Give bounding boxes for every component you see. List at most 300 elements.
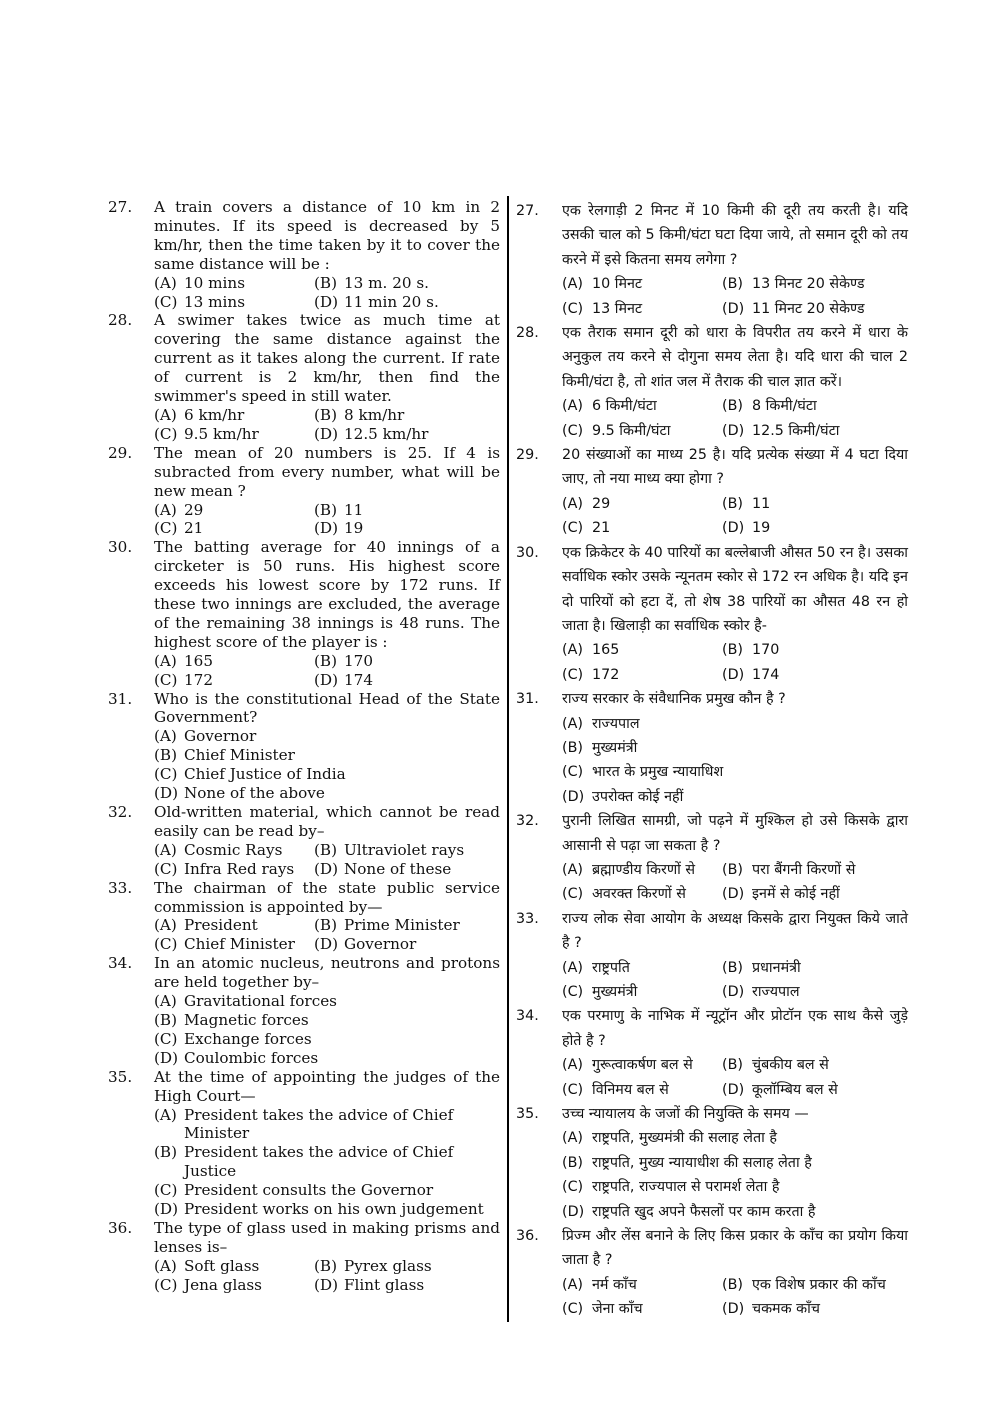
options-list [562, 1273, 908, 1322]
question-number: 29. [108, 443, 133, 462]
options-list [562, 712, 908, 810]
option-letter: (D) [722, 886, 745, 903]
question-text: प्रिज्म और लेंस बनाने के लिए किस प्रकार के काँच का प्रयोग किया जाता है ? [562, 1228, 908, 1269]
option-text: चुंबकीय बल से [752, 1057, 829, 1074]
option [314, 519, 500, 538]
question-30 [516, 541, 908, 687]
english-column [108, 198, 500, 1295]
options-list [562, 272, 908, 321]
options-list [154, 992, 500, 1068]
option-text: Gravitational forces [184, 992, 337, 1011]
option-text: Prime Minister [344, 916, 460, 935]
option [154, 784, 500, 803]
option [722, 663, 908, 687]
option [722, 272, 908, 296]
option-letter: (B) [722, 642, 743, 659]
option [314, 652, 500, 671]
option-text: अवरक्त किरणों से [592, 886, 686, 903]
question-text: 20 संख्याओं का माध्य 25 है। यदि प्रत्येक संख्या में 4 घटा दिया जाए, तो नया माध्य क्या होगा ? [562, 447, 908, 488]
option [722, 516, 908, 540]
option-letter: (C) [154, 935, 178, 954]
options-list [154, 1106, 500, 1219]
question-30 [108, 538, 500, 689]
option [562, 516, 722, 540]
question-number: 27. [516, 203, 539, 219]
question-36 [516, 1224, 908, 1322]
question-number: 27. [108, 198, 133, 216]
option-text: गुरूत्वाकर्षण बल से [592, 1057, 693, 1074]
option-text: 13 मिनट [592, 300, 643, 317]
question-number: 34. [516, 1008, 539, 1025]
option-letter: (A) [154, 727, 177, 746]
question-number: 28. [108, 311, 133, 330]
option [562, 1078, 722, 1102]
question-number: 32. [516, 813, 539, 830]
option-text: 6 km/hr [184, 405, 245, 424]
question-text: Old-written material, which cannot be read easily can be read by– [154, 803, 500, 840]
option-letter: (D) [314, 935, 339, 954]
question-28 [108, 311, 500, 443]
option-text: मुख्यमंत्री [592, 984, 638, 1000]
question-34 [516, 1004, 908, 1102]
option-letter: (B) [722, 276, 743, 293]
question-text: A swimer takes twice as much time at covering the same distance against the current as it takes along the current. If rate of current is 2 km/hr, then find the swimmer's speed in still water. [154, 311, 500, 406]
option [154, 1143, 500, 1181]
option-letter: (A) [154, 916, 177, 935]
question-number: 32. [108, 803, 133, 821]
option-text: 174 [752, 666, 780, 683]
option-letter: (D) [722, 1081, 745, 1098]
option [154, 765, 500, 784]
option-text: राष्ट्रपति, मुख्यमंत्री की सलाह लेता है [592, 1130, 777, 1147]
question-text: एक परमाणु के नाभिक में न्यूट्रॉन और प्रोटॉन एक साथ कैसे जुड़े होते है ? [562, 1008, 908, 1049]
option [154, 1276, 314, 1295]
option [314, 671, 500, 690]
option-text: 170 [344, 651, 373, 670]
options-list [154, 406, 500, 444]
option [562, 1297, 722, 1321]
option [562, 297, 722, 321]
option-text: Governor [344, 935, 417, 954]
option-letter: (D) [314, 292, 339, 311]
option-letter: (D) [314, 670, 339, 689]
option [562, 858, 722, 882]
option-letter: (B) [314, 405, 338, 424]
option [154, 501, 314, 520]
option [562, 980, 722, 1004]
option [154, 425, 314, 444]
option [154, 1181, 500, 1200]
option [722, 1078, 908, 1102]
question-text: The batting average for 40 innings of a circketer is 50 runs. His highest score exceeds his lowest score by 172 runs. If these two innings are excluded, the average of the remaining 38 innings is 48 runs. The highest score of the player is : [154, 538, 500, 651]
option [722, 419, 908, 443]
option-text: 10 mins [184, 273, 245, 292]
option-text: President takes the advice of Chief Justice [184, 1143, 454, 1181]
option-text: President [184, 916, 258, 935]
option-text: 11 [752, 495, 771, 512]
option [154, 746, 500, 765]
option-text: राज्यपाल [592, 715, 640, 732]
option-text: 21 [184, 519, 204, 538]
option-letter: (D) [314, 519, 339, 538]
question-28 [516, 321, 908, 443]
option [154, 519, 314, 538]
option [562, 1053, 722, 1077]
option [154, 860, 314, 879]
question-33 [108, 879, 500, 955]
question-text: एक रेलगाड़ी 2 मिनट में 10 किमी की दूरी तय करती है। यदि उसकी चाल को 5 किमी/घंटा घटा दिया जाये, तो समान दूरी को तय करने में इसे कितना समय लगेगा ? [562, 203, 908, 268]
option [154, 1049, 500, 1068]
option-text: कूलॉम्बिय बल से [752, 1081, 838, 1098]
question-31 [108, 690, 500, 803]
question-text: The chairman of the state public service commission is appointed by— [154, 878, 500, 916]
option [314, 860, 500, 879]
option [314, 425, 500, 444]
question-29 [108, 444, 500, 539]
option-text: Flint glass [344, 1275, 425, 1294]
option [154, 406, 314, 425]
question-text: राज्य लोक सेवा आयोग के अध्यक्ष किसके द्वारा नियुक्त किये जाते है ? [562, 910, 908, 952]
options-list [562, 956, 908, 1005]
option [562, 663, 722, 687]
option [154, 727, 500, 746]
option-letter: (A) [562, 1130, 583, 1147]
option-text: परा बैंगनी किरणों से [752, 861, 856, 878]
option-text: President consults the Governor [184, 1181, 434, 1200]
option-letter: (A) [562, 1276, 583, 1293]
option-letter: (B) [722, 1057, 743, 1074]
option [314, 274, 500, 293]
option [562, 394, 722, 418]
option [722, 1297, 908, 1321]
option-text: Pyrex glass [344, 1256, 432, 1275]
option-letter: (C) [562, 520, 584, 537]
option-letter: (D) [722, 300, 745, 317]
option-text: चकमक काँच [752, 1301, 820, 1318]
option-letter: (B) [154, 1010, 178, 1029]
option-text: भारत के प्रमुख न्यायाधिश [592, 764, 724, 781]
option-letter: (B) [722, 495, 743, 512]
option-letter: (B) [314, 840, 338, 859]
option-text: जेना काँच [592, 1301, 643, 1318]
option-text: Coulombic forces [184, 1048, 319, 1067]
option-text: इनमें से कोई नहीं [752, 886, 840, 903]
option-text: 29 [592, 495, 611, 512]
option-letter: (D) [562, 788, 585, 805]
option-text: Exchange forces [184, 1029, 312, 1048]
option-letter: (C) [562, 1179, 584, 1196]
option-letter: (A) [562, 398, 583, 415]
options-list [154, 727, 500, 803]
option-text: प्रधानमंत्री [752, 959, 801, 976]
option-letter: (B) [314, 651, 338, 670]
option [154, 1030, 500, 1049]
option-letter: (C) [562, 300, 584, 317]
options-list [562, 394, 908, 443]
option-letter: (C) [562, 422, 584, 439]
option [562, 736, 908, 760]
option [314, 501, 500, 520]
option-text: President takes the advice of Chief Minister [184, 1105, 454, 1143]
options-list [154, 916, 500, 954]
option-text: 13 m. 20 s. [344, 273, 429, 292]
option-text: President works on his own judgement [184, 1200, 484, 1219]
option-text: 10 मिनट [592, 276, 643, 293]
option [722, 297, 908, 321]
option-letter: (D) [314, 424, 339, 443]
option-letter: (D) [154, 784, 179, 803]
option-letter: (B) [314, 916, 338, 935]
option [722, 980, 908, 1004]
question-31 [516, 687, 908, 809]
option-text: ब्रह्माण्डीय किरणों से [592, 861, 696, 878]
option-text: 11 [344, 500, 364, 519]
option [154, 935, 314, 954]
option [562, 638, 722, 662]
option-letter: (A) [562, 861, 583, 878]
option-letter: (A) [154, 992, 177, 1011]
option-letter: (C) [562, 886, 584, 903]
option-letter: (D) [314, 1275, 339, 1294]
option [722, 492, 908, 516]
option-letter: (C) [154, 765, 178, 784]
option-letter: (D) [722, 666, 745, 683]
option-text: 19 [752, 520, 771, 537]
option-letter: (C) [154, 670, 178, 689]
question-36 [108, 1219, 500, 1295]
option [562, 712, 908, 736]
option-letter: (C) [562, 1301, 584, 1318]
option-text: 174 [344, 670, 373, 689]
option [154, 274, 314, 293]
option-letter: (A) [154, 651, 177, 670]
option-letter: (C) [154, 1275, 178, 1294]
option [722, 1053, 908, 1077]
option [562, 492, 722, 516]
option [154, 1257, 314, 1276]
option [722, 956, 908, 980]
question-text: एक तैराक समान दूरी को धारा के विपरीत तय करने में धारा के अनुकुल तय करने से दोगुना समय लेता है। यदि धारा की चाल 2 किमी/घंटा है, तो शांत जल में तैराक की चाल ज्ञात करें। [562, 325, 908, 390]
question-number: 34. [108, 954, 133, 973]
option [154, 671, 314, 690]
option-letter: (C) [154, 1181, 178, 1200]
option-letter: (B) [314, 500, 338, 519]
option-text: 8 km/hr [344, 405, 405, 424]
option-text: Chief Minister [184, 746, 295, 765]
option-text: 13 मिनट 20 सेकेण्ड [752, 276, 865, 293]
option-text: एक विशेष प्रकार की काँच [752, 1276, 886, 1293]
option [562, 956, 722, 980]
option-text: राज्यपाल [752, 984, 800, 1000]
option-text: Ultraviolet rays [344, 840, 465, 859]
option-text: 170 [752, 642, 780, 659]
option-letter: (A) [562, 715, 583, 732]
option-text: Governor [184, 727, 257, 746]
option-text: Magnetic forces [184, 1010, 309, 1029]
question-number: 36. [516, 1228, 539, 1245]
option-letter: (A) [154, 500, 177, 519]
option-letter: (C) [154, 519, 178, 538]
option [154, 916, 314, 935]
option [154, 841, 314, 860]
option [562, 272, 722, 296]
option-text: 11 min 20 s. [344, 292, 439, 311]
option [154, 1011, 500, 1030]
option [722, 1273, 908, 1297]
question-number: 28. [516, 325, 539, 342]
option-letter: (D) [154, 1048, 179, 1067]
option-text: Jena glass [184, 1275, 262, 1294]
option-letter: (B) [722, 398, 743, 415]
option [562, 419, 722, 443]
question-text: A train covers a distance of 10 km in 2 minutes. If its speed is decreased by 5 km/hr, then the time taken by it to cover the same distance will be : [154, 198, 500, 273]
options-list [154, 1257, 500, 1295]
option [314, 1276, 500, 1295]
option-letter: (B) [562, 1154, 583, 1171]
option-text: 21 [592, 520, 611, 537]
option-letter: (C) [562, 1081, 584, 1098]
option-letter: (B) [314, 1256, 338, 1275]
option-letter: (B) [154, 1143, 178, 1162]
option [562, 1273, 722, 1297]
option [314, 841, 500, 860]
option [314, 293, 500, 312]
option-letter: (B) [722, 861, 743, 878]
question-number: 35. [108, 1067, 133, 1086]
option-text: 12.5 km/hr [344, 424, 429, 443]
option-text: राष्ट्रपति, राज्यपाल से परामर्श लेता है [592, 1179, 780, 1196]
option [562, 1126, 908, 1150]
options-list [154, 652, 500, 690]
option [722, 882, 908, 906]
option-text: 9.5 km/hr [184, 424, 259, 443]
question-text: At the time of appointing the judges of the High Court— [154, 1067, 500, 1105]
option-text: विनिमय बल से [592, 1081, 669, 1098]
question-number: 35. [516, 1106, 539, 1123]
option-letter: (D) [562, 1203, 585, 1220]
option-text: 8 किमी/घंटा [752, 398, 817, 415]
option-letter: (A) [154, 840, 177, 859]
option-letter: (C) [154, 424, 178, 443]
question-number: 29. [516, 447, 539, 464]
question-29 [516, 443, 908, 541]
option [154, 1106, 500, 1144]
option-letter: (A) [154, 405, 177, 424]
option-letter: (C) [154, 1029, 178, 1048]
option-text: 165 [184, 651, 213, 670]
option [562, 760, 908, 784]
option [314, 406, 500, 425]
option-text: 12.5 किमी/घंटा [752, 422, 840, 439]
question-text: The mean of 20 numbers is 25. If 4 is subracted from every number, what will be new mean ? [154, 443, 500, 500]
option-text: नर्म काँच [592, 1276, 637, 1293]
option-text: None of these [344, 859, 452, 878]
question-number: 30. [516, 544, 539, 561]
option-letter: (A) [562, 642, 583, 659]
option-letter: (A) [562, 1057, 583, 1074]
question-text: In an atomic nucleus, neutrons and protons are held together by– [154, 954, 500, 992]
option [154, 293, 314, 312]
question-text: The type of glass used in making prisms and lenses is– [154, 1218, 500, 1256]
question-text: Who is the constitutional Head of the State Government? [154, 689, 500, 727]
option-text: राष्ट्रपति, मुख्य न्यायाधीश की सलाह लेता है [592, 1154, 812, 1171]
option [562, 785, 908, 809]
question-text: उच्च न्यायालय के जजों की नियुक्ति के समय — [562, 1106, 809, 1123]
column-divider [507, 196, 509, 1322]
option [722, 638, 908, 662]
option-letter: (D) [722, 984, 745, 1000]
option-letter: (A) [562, 276, 583, 293]
option-letter: (A) [154, 1105, 177, 1124]
option-letter: (D) [154, 1200, 179, 1219]
option-text: 172 [184, 670, 213, 689]
option [314, 1257, 500, 1276]
option-text: None of the above [184, 784, 325, 803]
option [562, 1151, 908, 1175]
option-letter: (A) [562, 495, 583, 512]
option-letter: (B) [154, 746, 178, 765]
hindi-column [516, 199, 908, 1322]
option-text: राष्ट्रपति खुद अपने फैसलों पर काम करता है [592, 1203, 816, 1220]
option-text: 13 mins [184, 292, 245, 311]
option-text: 165 [592, 642, 620, 659]
option-letter: (C) [562, 764, 584, 781]
options-list [154, 274, 500, 312]
question-number: 36. [108, 1218, 133, 1237]
question-27 [516, 199, 908, 321]
option-letter: (D) [722, 520, 745, 537]
option [314, 935, 500, 954]
option-text: 9.5 किमी/घंटा [592, 422, 671, 439]
question-34 [108, 954, 500, 1067]
option-letter: (B) [562, 739, 583, 756]
question-text: पुरानी लिखित सामग्री, जो पढ़ने में मुश्किल हो उसे किसके द्वारा आसानी से पढ़ा जा सकता है ? [562, 813, 908, 854]
options-list [562, 492, 908, 541]
options-list [562, 858, 908, 907]
option-text: Chief Minister [184, 935, 295, 954]
option-text: 19 [344, 519, 364, 538]
option-text: Chief Justice of India [184, 765, 346, 784]
option [154, 652, 314, 671]
option-text: 29 [184, 500, 204, 519]
option-letter: (B) [314, 273, 338, 292]
option [154, 1200, 500, 1219]
question-number: 33. [108, 878, 133, 897]
option-letter: (B) [722, 959, 743, 976]
option-text: 172 [592, 666, 620, 683]
option [722, 394, 908, 418]
options-list [562, 1053, 908, 1102]
option-letter: (D) [722, 422, 745, 439]
option [314, 916, 500, 935]
options-list [154, 841, 500, 879]
question-text: राज्य सरकार के संवैधानिक प्रमुख कौन है ? [562, 691, 786, 708]
question-32 [516, 809, 908, 907]
option-text: Infra Red rays [184, 859, 295, 878]
question-35 [108, 1068, 500, 1219]
option-text: उपरोक्त कोई नहीं [592, 788, 684, 805]
question-number: 31. [108, 689, 133, 708]
option-letter: (C) [154, 859, 178, 878]
option-letter: (D) [314, 859, 339, 878]
option-text: मुख्यमंत्री [592, 739, 638, 756]
option [562, 882, 722, 906]
options-list [562, 1126, 908, 1224]
question-text: एक क्रिकेटर के 40 पारियों का बल्लेबाजी औसत 50 रन है। उसका सर्वाधिक स्कोर उसके न्यूनतम स्कोर से 172 रन अधिक है। यदि इन दो पारियों को हटा दें, तो शेष 38 पारियों का औसत 48 रन हो जाता है। खिलाड़ी का सर्वाधिक स्कोर है- [562, 544, 908, 634]
option-text: 11 मिनट 20 सेकेण्ड [752, 300, 865, 317]
option [562, 1200, 908, 1224]
option [562, 1175, 908, 1199]
